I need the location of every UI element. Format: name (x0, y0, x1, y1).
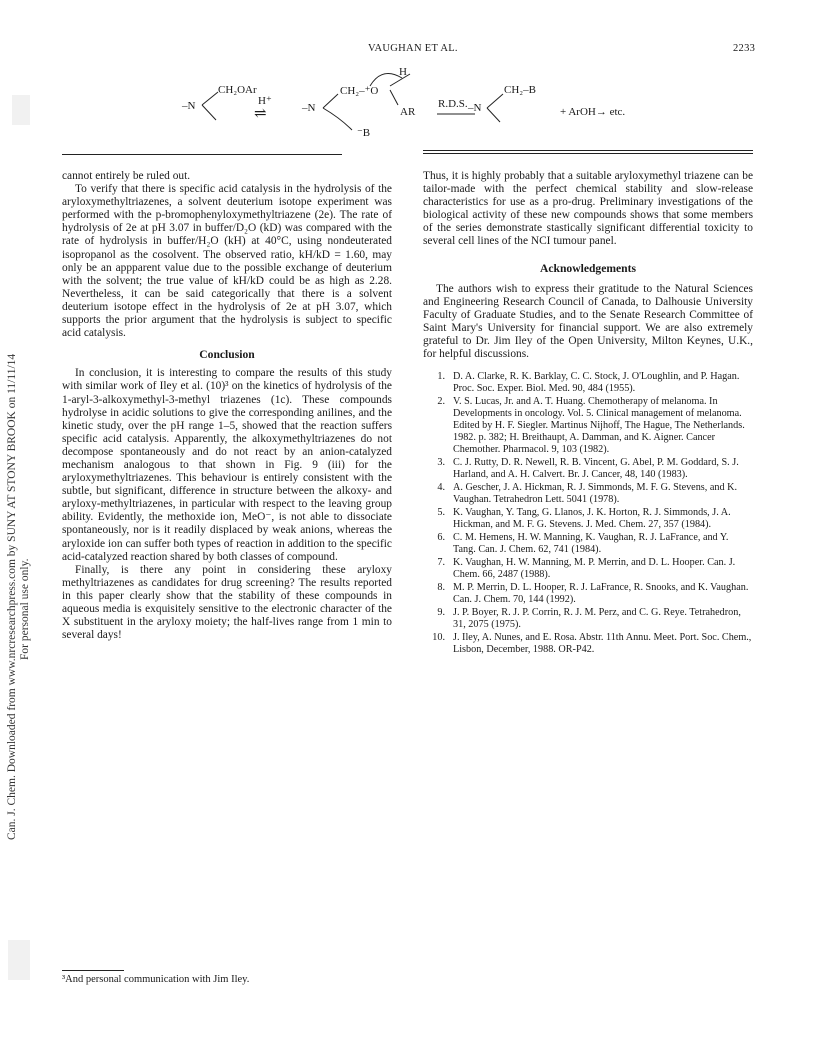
side-note-line1: Can. J. Chem. Downloaded from www.nrcresearchpress.com by SUNY AT STONY BROOK on 11/11/14 (6, 353, 18, 840)
scheme-product-substituent: CH₂–B (504, 84, 536, 96)
reference-number: 1. (437, 371, 445, 383)
scheme-intermediate-b: ⁻B (357, 127, 371, 139)
side-note-line2: For personal use only. (19, 558, 31, 660)
paragraph-isotope: To verify that there is specific acid catalysis in the hydrolysis of the aryloxymethyltriazenes, a solvent deuterium isotope experiment was performed with the p-bromophenyloxymethyltriazene (2e). The rate of hydrolysis of 2e at pH 3.07 in buffer/D₂O (kD) was compared with the rate of hydrolysis in buffer/H₂O (kH) at 40°C, using nondeuterated isopropanol as the cosolvent. The observed ratio, kH/kD = 1.60, may only be an appparent value due to the possible exchange of deuterium with the solvent; the true value of kH/kD could be as high as 2.28. Nevertheless, it can be said categorically that there is a solvent deuterium isotope effect in the hydrolysis of 2e at pH 3.07, which supports the prior argument that the hydrolysis is subject to specific acid catalysis. (62, 183, 392, 340)
reference-text: J. P. Boyer, R. J. P. Corrin, R. J. M. Perz, and C. G. Reye. Tetrahedron, 31, 2075 (1975). (453, 607, 741, 631)
footnote-rule (62, 970, 124, 971)
paragraph-continued: cannot entirely be ruled out. (62, 170, 191, 182)
scheme-rule-left (62, 154, 342, 155)
scheme-intermediate-ch2: CH₂–⁺O (340, 85, 379, 97)
scan-artifact (8, 940, 30, 980)
paragraph-conclusion: In conclusion, it is interesting to compare the results of this study with similar work of Iley et al. (10)³ on the kinetics of hydrolysis of the 1-aryl-3-alkoxymethyl-3-methyl triazenes (1c). These compounds hydrolyse in acidic solutions to give the corresponding anilines, and the kinetic study, over the pH range 1–5, showed that the reaction suffers specific acid catalysis. Apparently, the alkoxymethyltriazenes do not decompose spontaneously and do not react by an anion-catalyzed mechanism analogous to that shown in Fig. 9 (iii) for the aryloxymethyltriazenes. This behaviour is entirely consistent with the subtle, but significant, difference in structure between the alkoxy- and aryloxy-methyltriazenes, in particular with respect to the leaving group ability. Evidently, the methoxide ion, MeO⁻, is not able to dissociate spontaneously, nor is it readily displaced by weak anions, whereas the aryloxide ion can suffer both types of reaction in addition to the specific acid-catalyzed reaction shared by both classes of compound. (62, 367, 392, 563)
scheme-reactant-n: –N (182, 100, 196, 112)
reference-text: D. A. Clarke, R. K. Barklay, C. C. Stock, J. O'Loughlin, and P. Hagan. Proc. Soc. Exper. Biol. Med. 90, 484 (1955). (453, 371, 740, 395)
reference-text: M. P. Merrin, D. L. Hooper, R. J. LaFrance, R. Snooks, and K. Vaughan. Can. J. Chem. 70, 144 (1992). (453, 582, 749, 606)
reference-number: 10. (432, 632, 445, 644)
reaction-scheme (150, 60, 670, 150)
reference-number: 4. (437, 482, 445, 494)
reference-item (423, 532, 753, 556)
reference-text: C. J. Rutty, D. R. Newell, R. B. Vincent, G. Abel, P. M. Goddard, S. J. Harland, and A. H. Calvert. Br. J. Cancer, 48, 140 (1983). (453, 457, 739, 481)
paragraph-finally: Finally, is there any point in considering these aryloxy methyltriazenes as candidates for drug screening? The results reported in this paper clearly show that the stability of these compounds in aqueous media is exquisitely sensitive to the electronic character of the X substituent in the aryloxy moiety; the half-lives range from 1 min to several days! (62, 563, 392, 642)
reference-text: V. S. Lucas, Jr. and A. T. Huang. Chemotherapy of melanoma. In Developments in oncology. Vol. 5. Clinical management of melanoma. Edited by H. F. Siegler. Martinus Nijhoff, The Hague, The Netherlands. 1982. p. 382; H. Breithaupt, A. Damman, and K. Aigner. Cancer Chemother. Pharmacol. 9, 103 (1982). (453, 396, 745, 456)
scheme-equilibrium-arrow: ⇌ (254, 106, 267, 122)
reference-number: 3. (437, 457, 445, 469)
reference-item (423, 607, 753, 631)
reference-text: J. Iley, A. Nunes, and E. Rosa. Abstr. 11th Annu. Meet. Port. Soc. Chem., Lisbon, December, 1988. OR-P42. (453, 632, 752, 656)
reference-item (423, 482, 753, 506)
side-note (6, 240, 31, 840)
reference-item (423, 582, 753, 606)
page-number: 2233 (733, 43, 756, 54)
reference-number: 6. (437, 532, 445, 544)
scheme-bonds (150, 60, 670, 150)
scheme-intermediate-n: –N (302, 102, 316, 114)
section-heading-conclusion: Conclusion (199, 348, 255, 362)
section-heading-acknowledgements: Acknowledgements (540, 261, 636, 275)
scheme-proton-label: H⁺ (258, 95, 272, 107)
left-column (62, 170, 392, 642)
reference-item (423, 396, 753, 456)
right-column (423, 170, 753, 657)
reference-item (423, 371, 753, 395)
scan-artifact (12, 95, 30, 125)
reference-list (423, 371, 753, 656)
reference-number: 2. (437, 396, 445, 408)
reference-item (423, 507, 753, 531)
reference-number: 8. (437, 582, 445, 594)
paragraph-acknowledgements: The authors wish to express their gratitude to the Natural Sciences and Engineering Research Council of Canada, to Dalhousie University Faculty of Graduate Studies, and to the Senate Research Committee of Saint Mary's University for financial support. We are also extremely grateful to Dr. Jim Iley of the Open University, Milton Keynes, U.K., for helpful discussions. (423, 282, 753, 361)
reference-text: C. M. Hemens, H. W. Manning, K. Vaughan, R. J. LaFrance, and Y. Tang. Can. J. Chem. 62, 741 (1984). (453, 532, 729, 556)
scheme-intermediate-h: H (399, 66, 407, 78)
scheme-rule-right-bottom (423, 153, 753, 154)
reference-text: K. Vaughan, H. W. Manning, M. P. Merrin, and D. L. Hooper. Can. J. Chem. 66, 2487 (1988). (453, 557, 736, 581)
reference-number: 5. (437, 507, 445, 519)
scheme-rds-label: R.D.S. (438, 98, 468, 110)
reference-text: A. Gescher, J. A. Hickman, R. J. Simmonds, M. F. G. Stevens, and K. Vaughan. Tetrahedron Lett. 5041 (1978). (453, 482, 738, 506)
reference-item (423, 557, 753, 581)
scheme-product-n: –N (468, 102, 482, 114)
reference-number: 7. (437, 557, 445, 569)
reference-text: K. Vaughan, Y. Tang, G. Llanos, J. K. Horton, R. J. Simmonds, J. A. Hickman, and M. F. G. Stevens. J. Med. Chem. 27, 357 (1984). (453, 507, 731, 531)
paragraph-thus: Thus, it is highly probably that a suitable aryloxymethyl triazene can be tailor-made with the perfect chemical stability and slow-release characteristics for use as a pro-drug. Preliminary investigations of the biological activity of these new compounds shows that some members of the series demonstrate stastically significant differential toxicity to several cell lines of the NCI tumour panel. (423, 170, 753, 248)
scheme-products: + ArOH→ etc. (560, 106, 626, 118)
reference-item (423, 632, 753, 656)
reference-number: 9. (437, 607, 445, 619)
scheme-intermediate-ar: AR (400, 106, 416, 118)
running-head: VAUGHAN ET AL. (368, 43, 458, 54)
scheme-reactant-substituent: CH₂OAr (218, 84, 257, 96)
reference-item (423, 457, 753, 481)
scheme-rule-right-top (423, 150, 753, 151)
footnote: ³And personal communication with Jim Iley. (62, 974, 250, 985)
